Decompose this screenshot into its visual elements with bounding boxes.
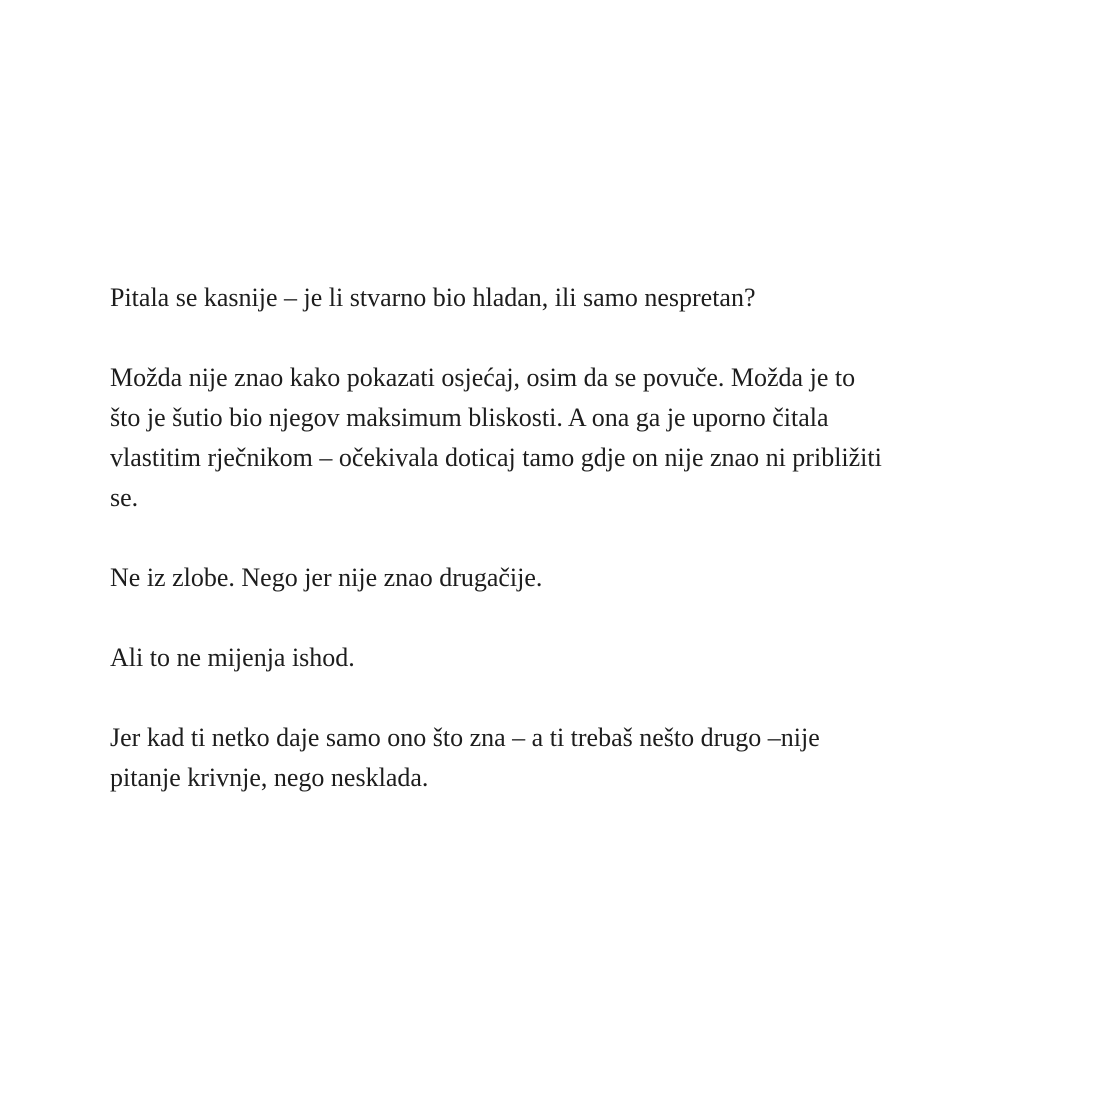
paragraph-line: pitanje krivnje, nego nesklada. <box>110 763 429 792</box>
paragraph-line: Pitala se kasnije – je li stvarno bio hladan, ili samo nespretan? <box>110 283 756 312</box>
paragraph-line: što je šutio bio njegov maksimum bliskosti. A ona ga je uporno čitala <box>110 403 829 432</box>
paragraph-2 <box>110 358 1022 518</box>
paragraph-line: Jer kad ti netko daje samo ono što zna – a ti trebaš nešto drugo –nije <box>110 723 820 752</box>
paragraph-line: Ne iz zlobe. Nego jer nije znao drugačije. <box>110 563 543 592</box>
paragraph-line: se. <box>110 483 139 512</box>
paragraph-line: Možda nije znao kako pokazati osjećaj, osim da se povuče. Možda je to <box>110 363 856 392</box>
body-text <box>110 278 1022 798</box>
paragraph-5 <box>110 718 1022 798</box>
paragraph-1 <box>110 278 1022 318</box>
paragraph-4 <box>110 638 1022 678</box>
paragraph-line: Ali to ne mijenja ishod. <box>110 643 355 672</box>
paragraph-line: vlastitim rječnikom – očekivala doticaj tamo gdje on nije znao ni približiti <box>110 443 882 472</box>
paragraph-3 <box>110 558 1022 598</box>
